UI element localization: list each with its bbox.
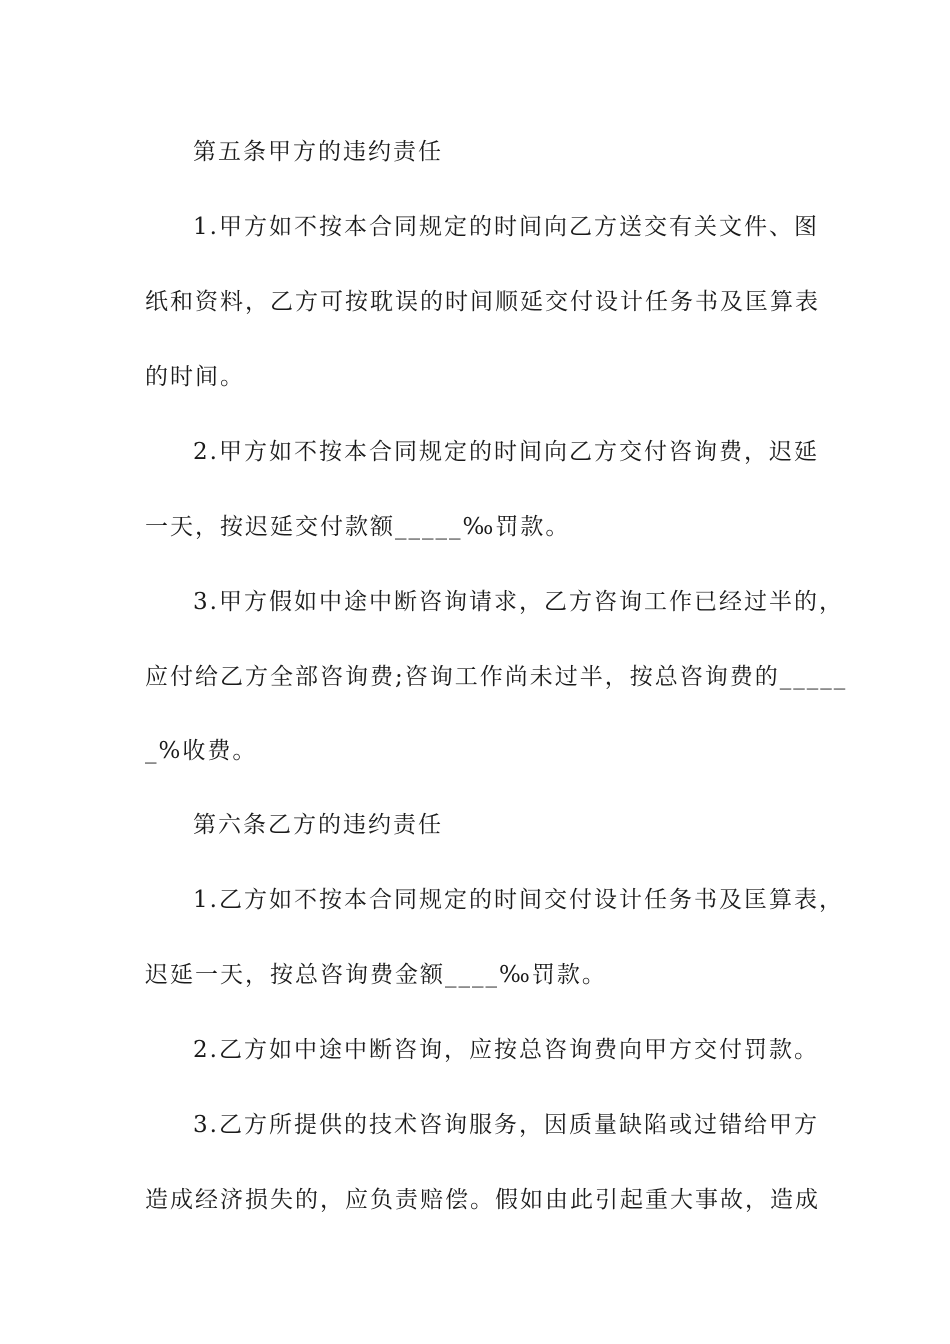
paragraph-line: 一天，按迟延交付款额_____‰罚款。	[145, 514, 571, 540]
paragraph-line: 3.乙方所提供的技术咨询服务，因质量缺陷或过错给甲方	[193, 1112, 819, 1138]
paragraph-line: _%收费。	[145, 738, 258, 764]
paragraph-line: 3.甲方假如中途中断咨询请求，乙方咨询工作已经过半的，	[193, 589, 844, 615]
paragraph-line: 迟延一天，按总咨询费金额____‰罚款。	[145, 962, 607, 988]
section-heading-party-b-liability: 第六条乙方的违约责任	[193, 812, 443, 838]
section-heading-party-a-liability: 第五条甲方的违约责任	[193, 139, 443, 165]
paragraph-line: 2.乙方如中途中断咨询，应按总咨询费向甲方交付罚款。	[193, 1037, 819, 1063]
paragraph-line: 纸和资料，乙方可按耽误的时间顺延交付设计任务书及匡算表	[145, 289, 820, 315]
paragraph-line: 造成经济损失的，应负责赔偿。假如由此引起重大事故，造成	[145, 1187, 820, 1213]
paragraph-line: 1.乙方如不按本合同规定的时间交付设计任务书及匡算表，	[193, 887, 844, 913]
paragraph-line: 2.甲方如不按本合同规定的时间向乙方交付咨询费，迟延	[193, 439, 819, 465]
paragraph-line: 的时间。	[145, 364, 245, 390]
paragraph-line: 1.甲方如不按本合同规定的时间向乙方送交有关文件、图	[193, 214, 819, 240]
paragraph-line: 应付给乙方全部咨询费;咨询工作尚未过半，按总咨询费的_____	[145, 664, 848, 690]
